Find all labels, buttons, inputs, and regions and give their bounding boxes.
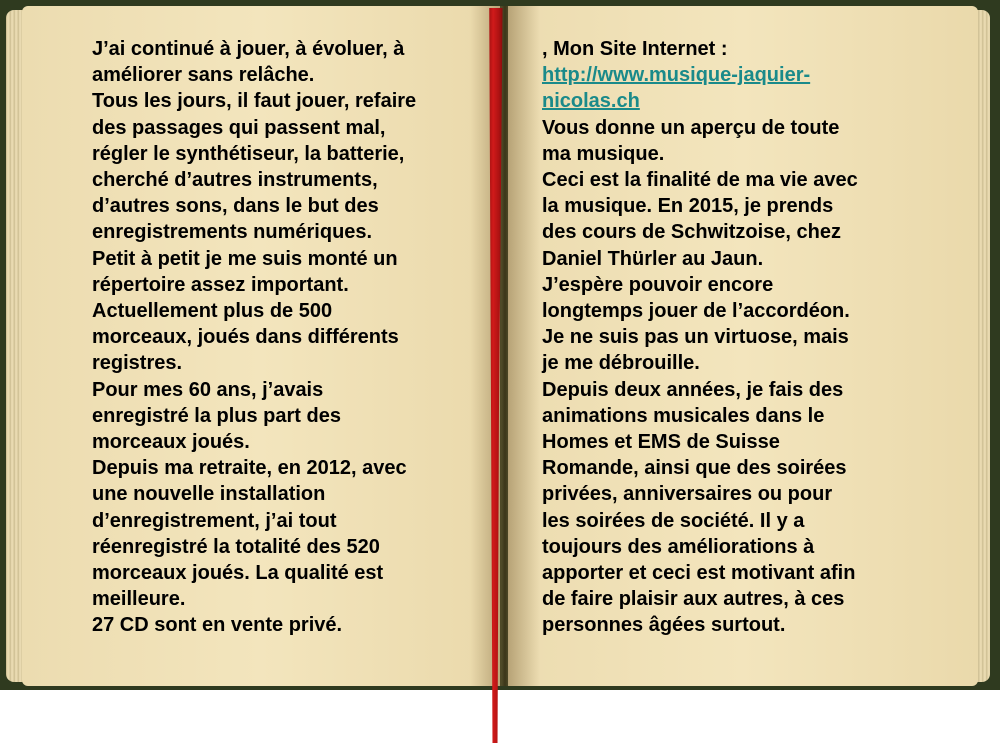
text-line: d’autres sons, dans le but des (92, 195, 379, 218)
text-line: cherché d’autres instruments, (92, 169, 378, 192)
website-link-line[interactable]: nicolas.ch (542, 90, 640, 113)
text-line: Tous les jours, il faut jouer, refaire (92, 90, 417, 113)
text-line: des cours de Schwitzoise, chez (542, 221, 841, 244)
text-line: enregistré la plus part des (92, 404, 341, 427)
text-line: réenregistré la totalité des 520 (92, 535, 380, 558)
book-gutter (470, 6, 540, 686)
text-line: animations musicales dans le (542, 404, 825, 427)
text-line: morceaux joués. (92, 431, 250, 454)
text-line: toujours des améliorations à (542, 535, 815, 558)
text-line: privées, anniversaires ou pour (542, 483, 833, 506)
text-line: je me débrouille. (542, 352, 700, 375)
left-page-text (92, 36, 472, 639)
text-line: améliorer sans relâche. (92, 64, 315, 87)
text-line: Daniel Thürler au Jaun. (542, 247, 764, 270)
text-line: morceaux joués. La qualité est (92, 562, 384, 585)
text-line: enregistrements numériques. (92, 221, 373, 244)
website-link[interactable] (542, 62, 912, 114)
text-line: régler le synthétiseur, la batterie, (92, 142, 405, 165)
text-line: meilleure. (92, 588, 186, 611)
text-line: Depuis ma retraite, en 2012, avec (92, 457, 407, 480)
text-line: de faire plaisir aux autres, à ces (542, 588, 845, 611)
website-heading: , Mon Site Internet : (542, 38, 728, 60)
text-line: Actuellement plus de 500 (92, 300, 333, 323)
text-line: 27 CD sont en vente privé. (92, 614, 343, 637)
text-line: Je ne suis pas un virtuose, mais (542, 326, 849, 349)
text-line: J’espère pouvoir encore (542, 273, 774, 296)
text-line: Homes et EMS de Suisse (542, 431, 780, 454)
website-link-line[interactable]: http://www.musique-jaquier- (542, 64, 811, 87)
text-line: morceaux, joués dans différents (92, 326, 399, 349)
text-line: d’enregistrement, j’ai tout (92, 509, 337, 532)
text-line: les soirées de société. Il y a (542, 509, 805, 532)
text-line: répertoire assez important. (92, 273, 349, 296)
text-line: Petit à petit je me suis monté un (92, 247, 398, 270)
text-line: Pour mes 60 ans, j’avais (92, 378, 324, 401)
text-line: Romande, ainsi que des soirées (542, 457, 847, 480)
text-line: registres. (92, 352, 183, 375)
text-line: ma musique. (542, 142, 665, 165)
text-line: personnes âgées surtout. (542, 614, 786, 637)
text-line: longtemps jouer de l’accordéon. (542, 300, 850, 323)
text-line: apporter et ceci est motivant afin (542, 562, 856, 585)
text-line: J’ai continué à jouer, à évoluer, à (92, 38, 405, 60)
right-page-text (542, 36, 912, 639)
text-line: des passages qui passent mal, (92, 116, 386, 139)
text-line: une nouvelle installation (92, 483, 326, 506)
text-line: la musique. En 2015, je prends (542, 195, 834, 218)
text-line: Vous donne un aperçu de toute (542, 116, 840, 139)
text-line: Depuis deux années, je fais des (542, 378, 844, 401)
text-line: Ceci est la finalité de ma vie avec (542, 169, 858, 192)
